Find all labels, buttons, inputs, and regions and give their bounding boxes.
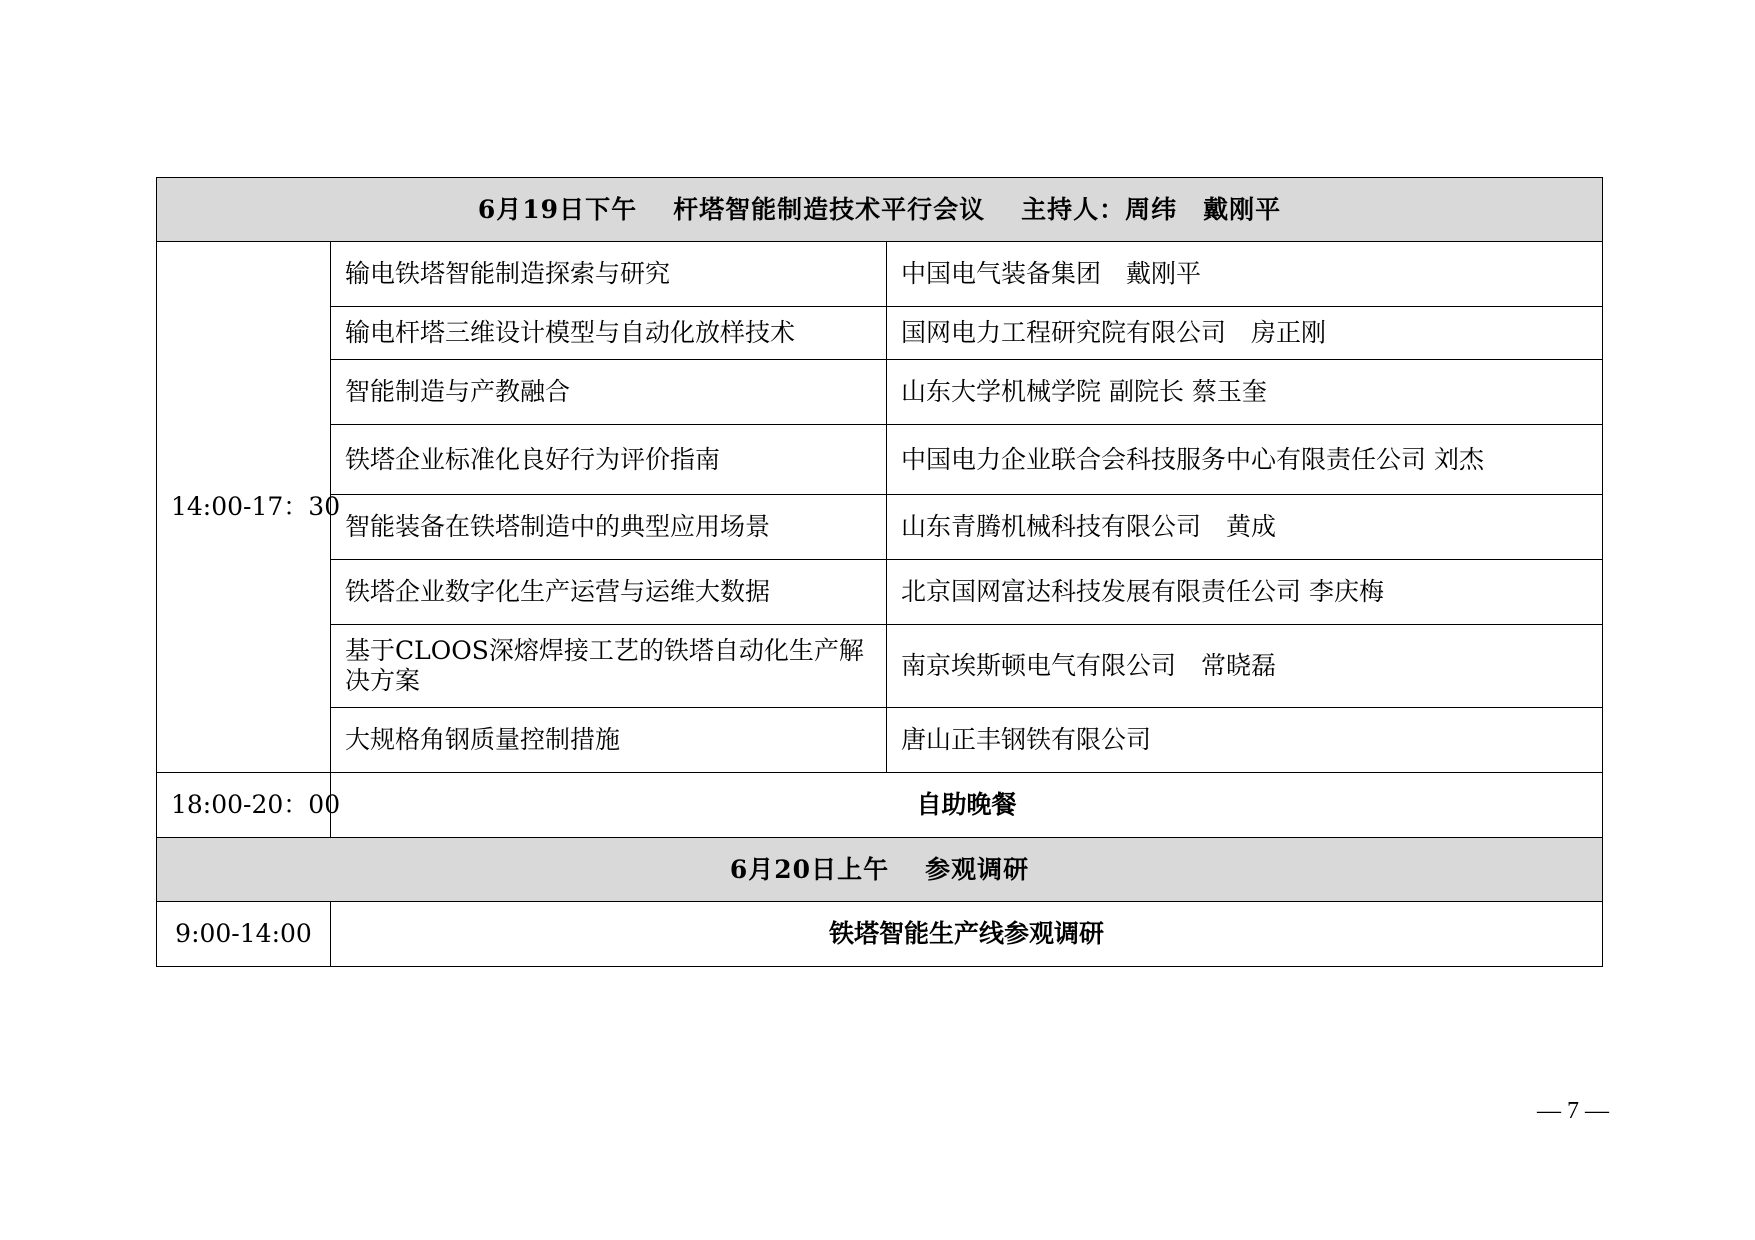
talk-topic: 铁塔企业标准化良好行为评价指南 [331, 425, 887, 495]
page-number: — 7 — [1537, 1098, 1609, 1124]
talk-topic: 智能装备在铁塔制造中的典型应用场景 [331, 495, 887, 560]
talk-speaker: 唐山正丰钢铁有限公司 [887, 708, 1603, 773]
session2-activity: 铁塔智能生产线参观调研 [331, 902, 1603, 967]
session1-header-row [157, 178, 1603, 242]
session1-header [157, 178, 1603, 242]
table-row [157, 360, 1603, 425]
dinner-row [157, 773, 1603, 838]
talk-speaker: 山东青腾机械科技有限公司 黄成 [887, 495, 1603, 560]
table-row [157, 495, 1603, 560]
session2-header [157, 838, 1603, 902]
table-row [157, 560, 1603, 625]
table-row [157, 307, 1603, 360]
talk-topic: 输电杆塔三维设计模型与自动化放样技术 [331, 307, 887, 360]
session2-time: 9:00-14:00 [157, 902, 331, 967]
session2-title: 参观调研 [925, 854, 1030, 884]
talk-speaker: 山东大学机械学院 副院长 蔡玉奎 [887, 360, 1603, 425]
session1-time: 14:00-17：30 [157, 242, 331, 773]
table-row [157, 425, 1603, 495]
talk-speaker: 南京埃斯顿电气有限公司 常晓磊 [887, 625, 1603, 708]
session1-date: 6月19日下午 [477, 194, 638, 224]
talk-speaker: 中国电气装备集团 戴刚平 [887, 242, 1603, 307]
table-row [157, 708, 1603, 773]
talk-topic: 输电铁塔智能制造探索与研究 [331, 242, 887, 307]
schedule-table [156, 177, 1603, 967]
dinner-label: 自助晚餐 [331, 773, 1603, 838]
table-row [157, 242, 1603, 307]
session1-title: 杆塔智能制造技术平行会议 [673, 194, 986, 224]
talk-topic: 基于CLOOS深熔焊接工艺的铁塔自动化生产解决方案 [331, 625, 887, 708]
talk-topic: 大规格角钢质量控制措施 [331, 708, 887, 773]
session2-header-row [157, 838, 1603, 902]
session1-host: 主持人：周纬 戴刚平 [1021, 194, 1282, 224]
session2-date: 6月20日上午 [729, 854, 890, 884]
talk-speaker: 国网电力工程研究院有限公司 房正刚 [887, 307, 1603, 360]
talk-speaker: 北京国网富达科技发展有限责任公司 李庆梅 [887, 560, 1603, 625]
dinner-time: 18:00-20：00 [157, 773, 331, 838]
table-row [157, 625, 1603, 708]
visit-row [157, 902, 1603, 967]
talk-speaker: 中国电力企业联合会科技服务中心有限责任公司 刘杰 [887, 425, 1603, 495]
talk-topic: 铁塔企业数字化生产运营与运维大数据 [331, 560, 887, 625]
talk-topic: 智能制造与产教融合 [331, 360, 887, 425]
